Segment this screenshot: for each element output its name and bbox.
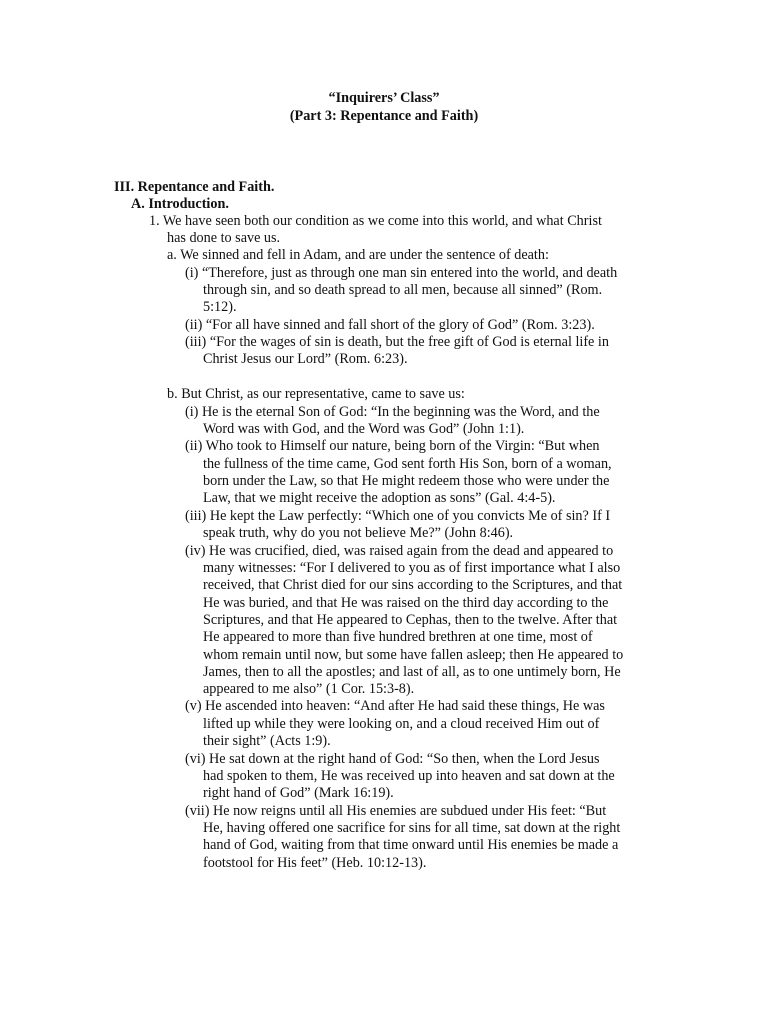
point-heading: b. But Christ, as our representative, came to save us: bbox=[167, 386, 465, 402]
text-line: (vi) He sat down at the right hand of God: “So then, when the Lord Jesus bbox=[185, 751, 600, 767]
text-line: (iii) “For the wages of sin is death, but the free gift of God is eternal life in bbox=[185, 334, 609, 350]
section-heading: III. Repentance and Faith. bbox=[114, 179, 275, 195]
text-line: speak truth, why do you not believe Me?” (John 8:46). bbox=[203, 525, 514, 541]
text-line: footstool for His feet” (Heb. 10:12-13). bbox=[203, 855, 427, 871]
text-line: James, then to all the apostles; and last of all, as to one untimely born, He bbox=[203, 664, 621, 680]
text-line: has done to save us. bbox=[167, 230, 281, 246]
text-line: hand of God, waiting from that time onward until His enemies be made a bbox=[203, 837, 619, 853]
text-line: (ii) “For all have sinned and fall short of the glory of God” (Rom. 3:23). bbox=[185, 317, 595, 333]
text-line: right hand of God” (Mark 16:19). bbox=[203, 785, 394, 801]
text-line: received, that Christ died for our sins according to the Scriptures, and that bbox=[203, 577, 623, 593]
text-line: born under the Law, so that He might redeem those who were under the bbox=[203, 473, 610, 489]
text-line: whom remain until now, but some have fallen asleep; then He appeared to bbox=[203, 647, 624, 663]
text-line: the fullness of the time came, God sent forth His Son, born of a woman, bbox=[203, 456, 612, 472]
text-line: 1. We have seen both our condition as we come into this world, and what Christ bbox=[149, 213, 602, 229]
text-line: He was buried, and that He was raised on the third day according to the bbox=[203, 595, 609, 611]
text-line: Christ Jesus our Lord” (Rom. 6:23). bbox=[203, 351, 408, 367]
text-line: Law, that we might receive the adoption as sons” (Gal. 4:4-5). bbox=[203, 490, 556, 506]
text-line: appeared to me also” (1 Cor. 15:3-8). bbox=[203, 681, 415, 697]
text-line: (ii) Who took to Himself our nature, being born of the Virgin: “But when bbox=[185, 438, 600, 454]
text-line: (iii) He kept the Law perfectly: “Which one of you convicts Me of sin? If I bbox=[185, 508, 611, 524]
text-line: many witnesses: “For I delivered to you as of first importance what I also bbox=[203, 560, 621, 576]
text-line: (iv) He was crucified, died, was raised again from the dead and appeared to bbox=[185, 543, 614, 559]
text-line: He, having offered one sacrifice for sins for all time, sat down at the right bbox=[203, 820, 621, 836]
text-line: through sin, and so death spread to all men, because all sinned” (Rom. bbox=[203, 282, 603, 298]
text-line: their sight” (Acts 1:9). bbox=[203, 733, 331, 749]
point-heading: a. We sinned and fell in Adam, and are under the sentence of death: bbox=[167, 247, 549, 263]
text-line: (i) “Therefore, just as through one man sin entered into the world, and death bbox=[185, 265, 618, 281]
subsection-heading: A. Introduction. bbox=[131, 196, 229, 212]
document-subtitle: (Part 3: Repentance and Faith) bbox=[289, 108, 479, 124]
document-title: “Inquirers’ Class” bbox=[328, 90, 440, 106]
text-line: (vii) He now reigns until all His enemies are subdued under His feet: “But bbox=[185, 803, 607, 819]
text-line: Word was with God, and the Word was God” (John 1:1). bbox=[203, 421, 525, 437]
text-line: He appeared to more than five hundred brethren at one time, most of bbox=[203, 629, 593, 645]
text-line: Scriptures, and that He appeared to Cephas, then to the twelve. After that bbox=[203, 612, 618, 628]
text-line: (v) He ascended into heaven: “And after He had said these things, He was bbox=[185, 698, 605, 714]
text-line: had spoken to them, He was received up into heaven and sat down at the bbox=[203, 768, 615, 784]
text-line: (i) He is the eternal Son of God: “In the beginning was the Word, and the bbox=[185, 404, 600, 420]
text-line: lifted up while they were looking on, and a cloud received Him out of bbox=[203, 716, 600, 732]
text-line: 5:12). bbox=[203, 299, 237, 315]
